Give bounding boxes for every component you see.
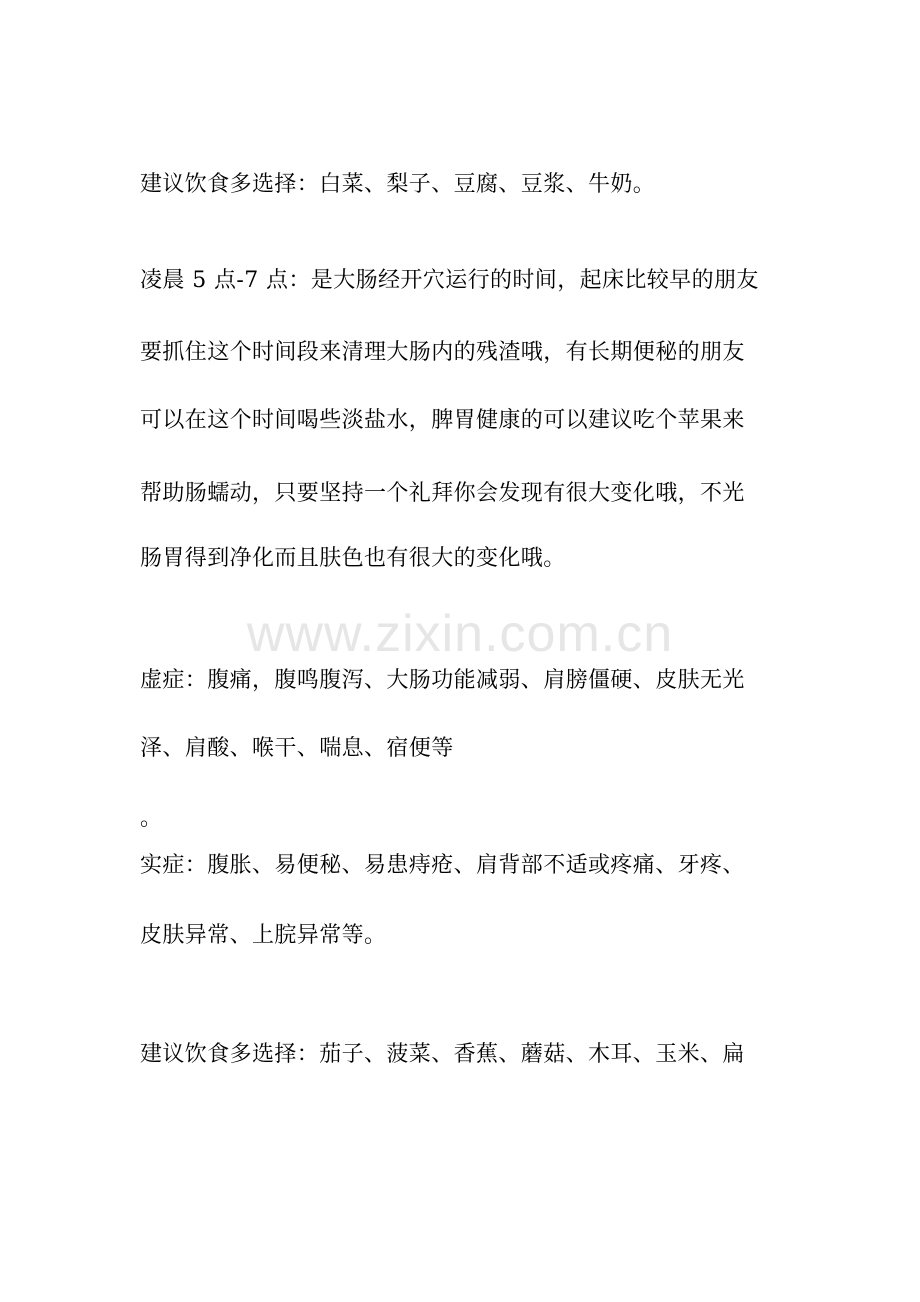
diet-suggestion-line-2: 建议饮食多选择：茄子、菠菜、香蕉、蘑菇、木耳、玉米、扁 bbox=[140, 1042, 745, 1067]
body-text-line: 凌晨 5 点-7 点：是大肠经开穴运行的时间，起床比较早的朋友 bbox=[140, 268, 759, 293]
body-text-line: 可以在这个时间喝些淡盐水，脾胃健康的可以建议吃个苹果来 bbox=[140, 408, 745, 433]
body-text-line: 要抓住这个时间段来清理大肠内的残渣哦，有长期便秘的朋友 bbox=[140, 340, 745, 365]
excess-symptoms-line: 实症：腹胀、易便秘、易患痔疮、肩背部不适或疼痛、牙疼、 bbox=[140, 853, 745, 878]
deficiency-symptoms-line: 泽、肩酸、喉干、喘息、宿便等 bbox=[140, 736, 454, 761]
diet-suggestion-line-1: 建议饮食多选择：白菜、梨子、豆腐、豆浆、牛奶。 bbox=[140, 172, 656, 197]
watermark: www.zixin.com.cn bbox=[246, 605, 674, 663]
excess-symptoms-line: 皮肤异常、上脘异常等。 bbox=[140, 923, 387, 948]
body-text-line: 帮助肠蠕动，只要坚持一个礼拜你会发现有很大变化哦，不光 bbox=[140, 481, 745, 506]
stray-period-line: 。 bbox=[140, 806, 163, 831]
body-text-line: 肠胃得到净化而且肤色也有很大的变化哦。 bbox=[140, 546, 566, 571]
deficiency-symptoms-line: 虚症：腹痛，腹鸣腹泻、大肠功能减弱、肩膀僵硬、皮肤无光 bbox=[140, 668, 745, 693]
